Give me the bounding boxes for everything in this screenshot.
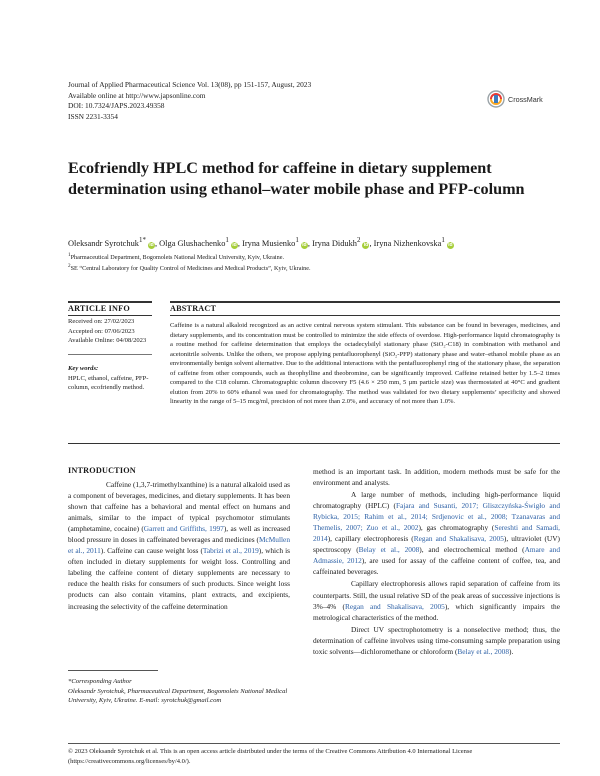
affiliations bbox=[68, 251, 311, 274]
ref-link[interactable]: Garrett and Griffiths, 1997 bbox=[143, 524, 224, 534]
ref-link[interactable]: McMullen et al., 2011 bbox=[68, 535, 290, 556]
orcid-icon[interactable]: id bbox=[302, 241, 307, 248]
abstract-heading: ABSTRACT bbox=[170, 304, 217, 313]
intro-paragraph-3: Capillary electrophoresis allows rapid separation of caffeine from its counterparts. Still, the usual relative SD of the peak areas of successive injections is 3%–4% (Regan and Shakalisava, 2005), which significantly impairs the metrological characteristics of the method. bbox=[313, 579, 560, 622]
intro-paragraph-1-cont: method is an important task. In addition, modern methods must be safe for the environment and analysts. bbox=[313, 467, 560, 488]
crossmark-icon bbox=[487, 90, 505, 108]
issn: ISSN 2231-3354 bbox=[68, 111, 118, 121]
ref-link[interactable]: Sereshti and Samadi, 2014 bbox=[313, 523, 560, 544]
author: Oleksandr Syrotchuk$^{1*}$id, bbox=[68, 236, 160, 248]
author: Iryna Didukh$^2$id, bbox=[312, 236, 374, 248]
keywords-text: HPLC, ethanol, caffeine, PFP-column, ecofriendly method. bbox=[68, 374, 149, 392]
abstract-text: Caffeine is a natural alkaloid recognized as an active central nervous system stimulant. This substance can be found in beverages, medicines, and dietary supplements, and its concentration must be controlled to minimize the side effects of overdose. High-performance liquid chromatography is a routine method for caffeine determination that employs the octadecylsilyl stationary phase (SiO₂-C18) in combination with methanol and acetonitrile solvents. Unlike the others, we propose applying pentafluorophenyl (SiO₂-PFP) stationary phase and water–ethanol mobile phase as an environmentally benign solvent alternative. Due to the additional interactions with the pentafluorophenyl ring of the stationary phase, the separation of caffeine from other compounds, such as theophylline and theobromine, can be significantly improved. Caffeine retained better by 1.5–2 times compared to the C18 column. Chromatographic column discovery F5 (4.6 × 250 mm, 5 µm particle size) was thermostated at 40°C and gradient elution from 20% to 60% ethanol was used for chromatography. The method was validated for two dietary supplements’ specificity and showed linearity in the range of 5–15 mcg/ml, precision of not more than 2.0%, and accuracy of not more than 1.0%. bbox=[170, 322, 560, 406]
author: Iryna Nizhenkovska$^1$id bbox=[373, 236, 453, 248]
author: Iryna Musienko$^1$id, bbox=[242, 236, 313, 248]
keywords-block bbox=[68, 364, 154, 393]
journal-header bbox=[68, 80, 311, 122]
ref-link[interactable]: Tabrizi et al., 2019 bbox=[202, 546, 259, 556]
corresponding-label: *Corresponding Author bbox=[68, 678, 132, 685]
dates-divider bbox=[68, 354, 152, 355]
orcid-icon[interactable]: id bbox=[448, 241, 453, 248]
crossmark-badge[interactable] bbox=[487, 88, 547, 110]
ref-link[interactable]: Regan and Shakalisava, 2005 bbox=[413, 534, 504, 544]
corresponding-author bbox=[68, 677, 288, 706]
ref-link[interactable]: Regan and Shakalisava, 2005 bbox=[345, 601, 445, 611]
intro-paragraph-4: Direct UV spectrophotometry is a nonselective method; thus, the determination of caffeine involves using time-consuming sample preparation using toxic solvents—dichloromethane or chloroform (Belay et al., 2008). bbox=[313, 624, 560, 656]
article-dates bbox=[68, 317, 152, 346]
abstract-end-rule bbox=[68, 443, 560, 444]
available-date: Available Online: 04/08/2023 bbox=[68, 337, 147, 345]
article-info-top-rule bbox=[68, 301, 152, 303]
intro-right-column bbox=[313, 466, 560, 657]
ref-link[interactable]: Belay et al., 2008 bbox=[457, 646, 509, 656]
intro-paragraph-2: A large number of methods, including high-performance liquid chromatography (HPLC) (Fajara and Susanti, 2017; Gliszczyńska-Świgło and Rybicka, 2015; Rahim et al., 2014; Srdjenovic et al., 2008; Tzanavaras and Themelis, 2007; Zuo et al., 2002), gas chromatography (Sereshti and Samadi, 2014), capillary electrophoresis (Regan and Shakalisava, 2005), ultraviolet (UV) spectroscopy (Belay et al., 2008), and electrochemical method (Amare and Admassie, 2012), are used for assay of the caffeine content of coffee, tea, and caffeinated beverages. bbox=[313, 490, 560, 577]
intro-left-column bbox=[68, 479, 290, 612]
author-list bbox=[68, 236, 538, 249]
article-info-bottom-rule bbox=[68, 315, 152, 316]
abstract-top-rule bbox=[170, 301, 560, 303]
ref-link[interactable]: Belay et al., 2008 bbox=[358, 545, 420, 555]
orcid-icon[interactable]: id bbox=[232, 241, 237, 248]
introduction-heading: INTRODUCTION bbox=[68, 466, 136, 475]
keywords-label: Key words: bbox=[68, 365, 99, 372]
orcid-icon[interactable]: id bbox=[363, 241, 369, 248]
journal-citation: Journal of Applied Pharmaceutical Science Vol. 13(08), pp 151-157, August, 2023 bbox=[68, 80, 312, 89]
footnote-rule bbox=[68, 670, 158, 671]
corresponding-details: Oleksandr Syrotchuk, Pharmaceutical Department, Bogomolets National Medical University, Kyiv, Ukraine. E-mail: syrotchuk@gmail.com bbox=[68, 687, 288, 705]
received-date: Received on: 27/02/2023 bbox=[68, 318, 135, 325]
license-footer: © 2023 Oleksandr Syrotchuk et al. This is an open access article distributed under the terms of the Creative Commons Attribution 4.0 International License (https://creativecommons.org/licenses/by/4.0/). bbox=[68, 748, 473, 765]
affiliation-2: $^2$SE “Central Laboratory for Quality Control of Medicines and Medical Products”, Kyiv, Ukraine. bbox=[68, 263, 311, 273]
article-info-heading: ARTICLE INFO bbox=[68, 304, 130, 313]
orcid-icon[interactable]: id bbox=[149, 241, 154, 248]
abstract-bottom-rule bbox=[170, 315, 560, 316]
intro-paragraph-1: Caffeine (1,3,7-trimethylxanthine) is a natural alkaloid used as a component of beverages, medicines, and dietary supplements. It has been shown that caffeine has a behavioral and mental effect on humans and animals, similar to the impact of typical psychomotor stimulants (amphetamine, cocaine) (Garrett and Griffiths, 1997), as well as increased blood pressure in doses in caffeinated beverages and medicines (McMullen et al., 2011). Caffeine can cause weight loss (Tabrizi et al., 2019), which is often included in dietary supplements for weight loss. Controlling and labeling the caffeine content of dietary supplements are necessary to reduce the health risks for consumers of such products. Since weight loss products can also contain vitamins, plant extracts, and excipients, increasing the selectivity of the caffeine determination bbox=[68, 480, 291, 611]
author: Olga Glushachenko$^1$id, bbox=[159, 236, 243, 248]
footer-rule bbox=[68, 743, 560, 744]
affiliation-1: $^1$Pharmaceutical Department, Bogomolets National Medical University, Kyiv, Ukraine. bbox=[68, 252, 285, 262]
journal-availability[interactable]: Available online at http://www.japsonline.com bbox=[68, 90, 206, 100]
article-title: Ecofriendly HPLC method for caffeine in dietary supplement determination using ethanol–water mobile phase and PFP-column bbox=[68, 159, 525, 198]
ref-link[interactable]: Amare and Admassie, 2012 bbox=[313, 545, 560, 566]
accepted-date: Accepted on: 07/06/2023 bbox=[68, 327, 135, 335]
crossmark-label: CrossMark bbox=[508, 94, 543, 104]
ref-link[interactable]: Fajara and Susanti, 2017; Gliszczyńska-Świgło and Rybicka, 2015; Rahim et al., 2014; Srdjenovic et al., 2008; Tzanavaras and Themelis, 2007; Zuo et al., 2002 bbox=[313, 501, 560, 533]
doi[interactable]: DOI: 10.7324/JAPS.2023.49358 bbox=[68, 101, 165, 111]
